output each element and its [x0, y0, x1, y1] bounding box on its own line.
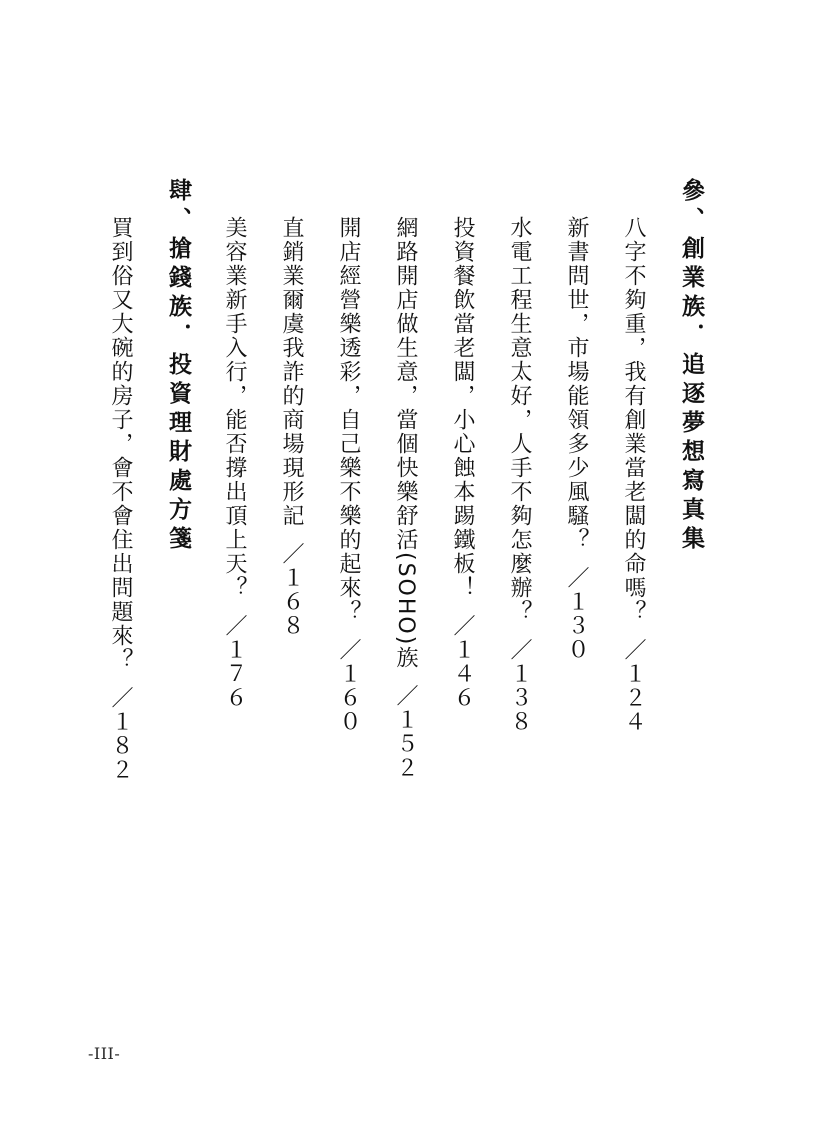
- page-number-footer: -III-: [88, 1044, 121, 1063]
- toc-entry: [206, 178, 263, 838]
- entry-title: 新書問世，市場能領多少風騷？: [564, 216, 589, 552]
- table-of-contents: [92, 178, 719, 838]
- entry-title: 直銷業爾虞我詐的商場現形記: [279, 216, 304, 528]
- toc-entry: [491, 178, 548, 838]
- toc-entry: [434, 178, 491, 838]
- entry-title: 買到俗又大碗的房子，會不會住出問題來？: [108, 216, 133, 672]
- entry-title: 投資餐飲當老闆，小心蝕本踢鐵板！: [450, 216, 475, 600]
- entry-title: 網路開店做生意，當個快樂舒活(SOHO)族: [393, 216, 418, 671]
- entry-page-number: ／１６０: [336, 638, 361, 734]
- entry-page-number: ／１７６: [222, 614, 247, 710]
- toc-entry: [320, 178, 377, 838]
- entry-title: 開店經營樂透彩，自己樂不樂的起來？: [336, 216, 361, 624]
- entry-title: 美容業新手入行，能否撐出頂上天？: [222, 216, 247, 600]
- entry-page-number: ／１４６: [450, 614, 475, 710]
- entry-page-number: ／１５２: [393, 684, 418, 781]
- toc-entry: [377, 178, 434, 838]
- entry-page-number: ／１２４: [621, 638, 646, 734]
- entry-title: 八字不夠重，我有創業當老闆的命嗎？: [621, 216, 646, 624]
- entry-page-number: ／１３０: [564, 566, 589, 662]
- toc-entry: [605, 178, 662, 838]
- toc-entry: [548, 178, 605, 838]
- section-title: 參、創業族．追逐夢想寫真集: [678, 178, 704, 555]
- toc-entry: [92, 178, 149, 838]
- entry-page-number: ／１６８: [279, 542, 304, 638]
- section-title: 肆、搶錢族．投資理財處方箋: [165, 178, 191, 555]
- entry-title: 水電工程生意太好，人手不夠怎麼辦？: [507, 216, 532, 624]
- entry-page-number: ／１８２: [108, 686, 133, 782]
- entry-page-number: ／１３８: [507, 638, 532, 734]
- toc-entry: [263, 178, 320, 838]
